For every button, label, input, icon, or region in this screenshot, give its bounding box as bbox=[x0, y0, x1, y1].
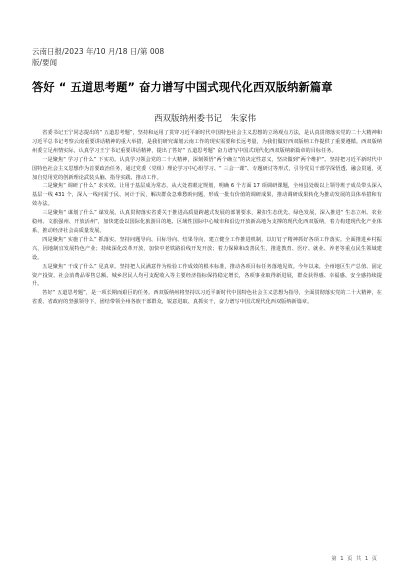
newspaper-source-line: 云南日报/2023 年/10 月/18 日/第 008 bbox=[32, 47, 165, 56]
body-paragraph: 三是聚焦“ 谋划了什么” 谋发展。认真贯彻落实省委关于推进高质量跨越式发展的部署要求，紧扣生态优先、绿色发展，深入推进“ 生态立州、农业稳州、文旅强州、开放活州”，加快建设以国际化旅游目的地、区域性国际中心城市和沿边开放新高地为支撑的现代化西双版纳，着力构建现代化产业体系，推动经济社会高质量发展。 bbox=[32, 210, 382, 234]
body-paragraph: 五是聚焦“ 干成了什么” 见真章。坚持把人民满意作为检验工作成效的根本标准，推动各项目标任务落地见效。今年以来，全州地区生产总值、固定资产投资、社会消费品零售总额、城乡居民人均可支配收入等主要经济指标保持稳定增长，各项事业取得新进展，群众获得感、幸福感、安全感持续提升。 bbox=[32, 263, 382, 288]
article-byline: 西双版纳州委书记 朱家伟 bbox=[153, 114, 256, 124]
article-headline: 答好 “ 五道思考题” 奋力谱写中国式现代化西双版纳新篇章 bbox=[32, 81, 333, 94]
newspaper-section: 版/要闻 bbox=[32, 58, 58, 67]
article-body bbox=[32, 129, 382, 307]
body-paragraph: 二是聚焦“ 调研了什么” 求实效。让用于基层成为常态，从大处着眼定规划，明确 6 个方面 17 项调研课题，全州县处级以上领导班子成员带头深入基层一线 431 个，深入一线问需于民、问计于民，解决群众急难愁盼问题，形成一批有价值的调研成果，推动调研成果转化为推动发展的具体举措和有效办法。 bbox=[32, 183, 382, 208]
body-paragraph: 答好“ 五道思考题”，是一项长期而艰巨的任务。西双版纳州将坚持以习近平新时代中国特色社会主义思想为指导，全面贯彻落实党的二十大精神，在省委、省政府的坚强领导下，团结带领全州各族干部群众，锐意进取、真抓实干，奋力谱写中国式现代化西双版纳新篇章。 bbox=[32, 290, 382, 306]
body-paragraph: 四是聚焦“ 实施了什么” 抓落实。坚持问题导向、目标导向、结果导向，建立健全工作推进机制，以钉钉子精神抓好各项工作落实。全面推进乡村振兴，因地制宜发展特色产业；持续深化改革开放，加快中老铁路沿线开发开放；着力保障和改善民生，推进教育、医疗、就业、养老等重点民生领域建设。 bbox=[32, 236, 382, 261]
body-paragraph: 一是聚焦“ 学习了什么” 下实功。认真学习领会党的二十大精神，深刻领悟“两个确立”的决定性意义，坚决做到“两个维护”。坚持把习近平新时代中国特色社会主义思想作为首要政治任务，通过党委（党组）理论学习中心组学习、“ 三会一课”、专题研讨等形式，引导党员干部学深悟透、融会贯通，更加自觉用党的创新理论武装头脑、指导实践、推动工作。 bbox=[32, 156, 382, 181]
page-footer: 第 1 页 共 1 页 bbox=[331, 556, 378, 562]
body-paragraph: 省委书记王宁同志提出的“ 五道思考题”，坚持和运用了贯穿习近平新时代中国特色社会主义思想的立场观点方法，是认真贯彻落实党的二十大精神和习近平总书记考察云南重要讲话精神的重大举措，是我们研究谋划云南工作的现实需要和长远考量，为我们做好西双版纳工作提供了重要遵循。西双版纳州委立足州情实际，认真学习王宁书记重要讲话精神，提出了答好“ 五道思考题” 奋力谱写中国式现代化西双版纳新篇章的目标任务。 bbox=[32, 130, 382, 154]
